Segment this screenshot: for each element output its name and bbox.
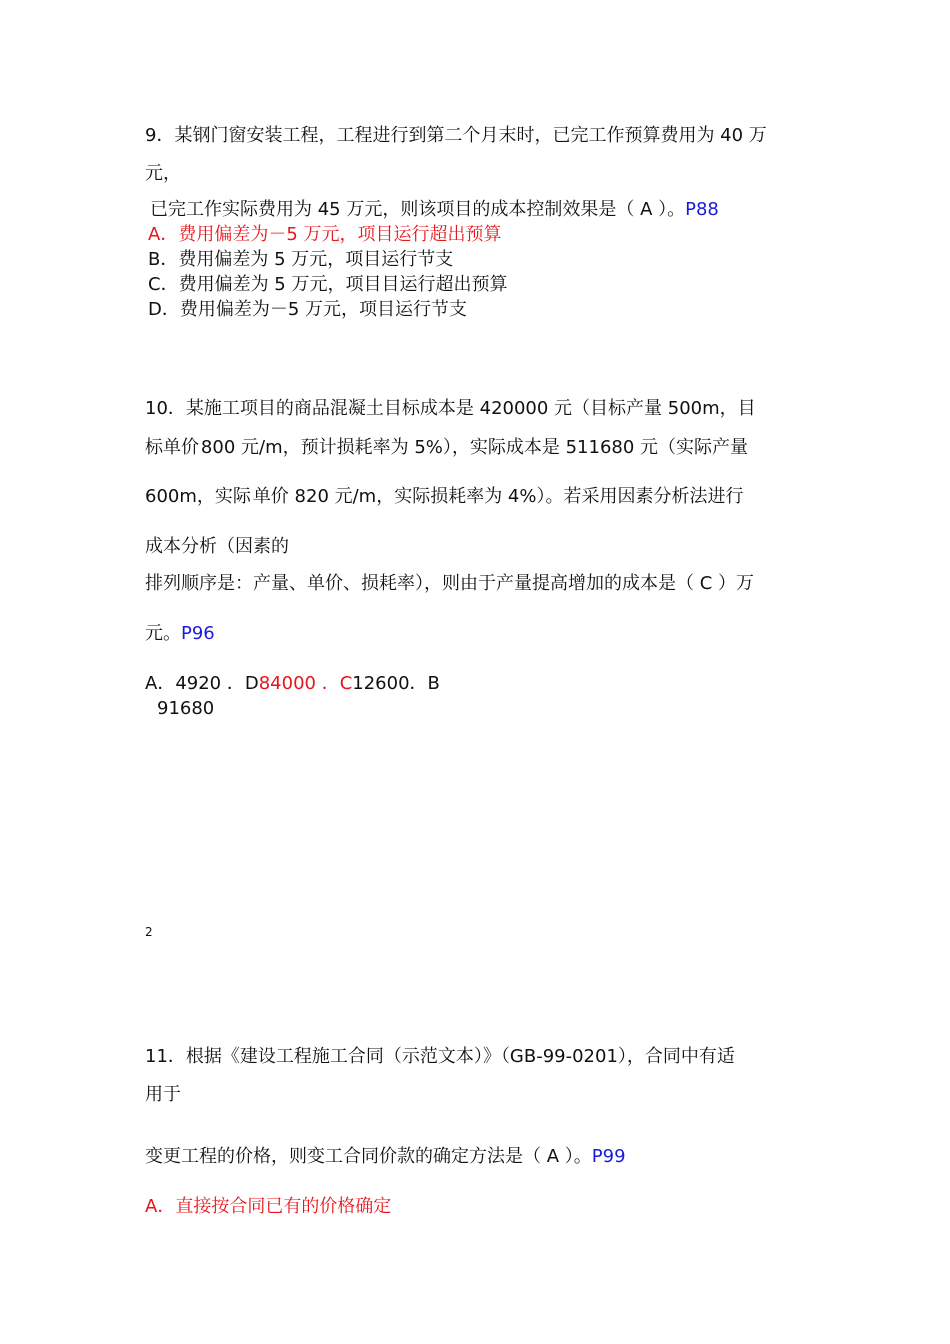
q11-page-ref: P99 — [591, 1146, 626, 1167]
q10-line-3a: 600m，实际 — [145, 486, 251, 507]
q9-option-d: D．费用偏差为－5 万元，项目运行节支 — [148, 299, 468, 320]
q9-line-2: 元， — [145, 163, 181, 184]
q11-option-a: A．直接按合同已有的价格确定 — [145, 1196, 392, 1217]
q10-option-b: 91680 — [157, 698, 215, 719]
q9-line-1: 9．某钢门窗安装工程，工程进行到第二个月末时，已完工作预算费用为 40 万 — [145, 125, 767, 146]
q9-line-3 — [150, 198, 719, 222]
q10-option-a: A．4920 ．D — [145, 673, 259, 694]
q10-line-6 — [145, 622, 215, 646]
q9-page-ref: P88 — [685, 199, 719, 220]
q10-line-2b: 800 元/m，预计损耗率为 5%），实际成本是 511680 元（实际产量 — [200, 437, 749, 458]
q11-line-1: 11．根据《建设工程施工合同（示范文本）》（GB-99-0201），合同中有适 — [145, 1046, 735, 1067]
q9-stem-text: 已完工作实际费用为 45 万元，则该项目的成本控制效果是（ A ）。 — [150, 199, 686, 220]
q11-line-3 — [145, 1145, 626, 1169]
q10-line-3 — [145, 485, 744, 513]
q10-line-1: 10．某施工项目的商品混凝土目标成本是 420000 元（目标产量 500m，目 — [145, 398, 756, 419]
q10-options-row — [145, 672, 440, 696]
q10-line-3b: 单价 820 元/m，实际损耗率为 4%）。若采用因素分析法进行 — [252, 486, 744, 507]
q10-option-d: 84000 ． — [258, 673, 340, 694]
q10-unit-text: 元。 — [145, 623, 181, 644]
q11-line-2: 用于 — [145, 1084, 181, 1105]
q11-stem-text: 变更工程的价格，则变工合同价款的确定方法是（ A ）。 — [145, 1146, 592, 1167]
q10-page-ref: P96 — [181, 623, 215, 644]
q10-option-c-letter: C — [339, 673, 353, 694]
q10-line-4: 成本分析（因素的 — [145, 536, 289, 557]
q10-line-2 — [145, 436, 748, 464]
q9-option-a: A．费用偏差为－5 万元，项目运行超出预算 — [148, 224, 502, 245]
page-number: 2 — [145, 925, 153, 939]
q10-line-5: 排列顺序是：产量、单价、损耗率），则由于产量提高增加的成本是（ C ）万 — [145, 573, 755, 594]
q10-option-c: 12600．B — [352, 673, 440, 694]
q9-option-b: B．费用偏差为 5 万元，项目运行节支 — [148, 249, 454, 270]
q10-line-2a: 标单价 — [145, 437, 199, 458]
q9-option-c: C．费用偏差为 5 万元，项目目运行超出预算 — [148, 274, 508, 295]
